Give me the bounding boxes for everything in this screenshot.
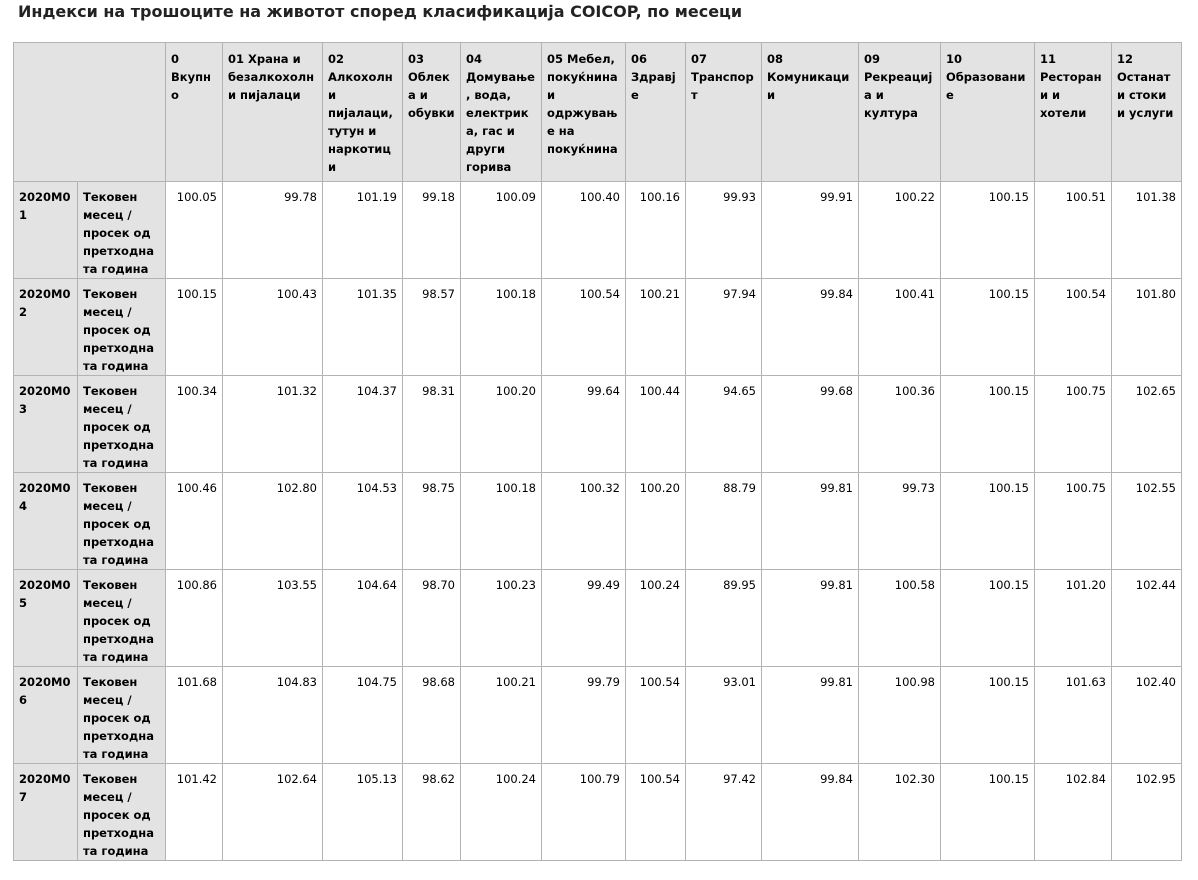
column-header: 04 Домување, вода, електрика, гас и други горива — [461, 43, 542, 182]
row-stub-label: Тековен месец / просек од претходната година — [78, 473, 166, 570]
table-cell: 100.23 — [461, 570, 542, 667]
table-cell: 100.24 — [626, 570, 686, 667]
row-period: 2020M01 — [14, 182, 78, 279]
table-cell: 100.75 — [1035, 473, 1112, 570]
table-cell: 99.79 — [542, 667, 626, 764]
table-cell: 99.49 — [542, 570, 626, 667]
table-cell: 100.15 — [941, 570, 1035, 667]
table-cell: 100.18 — [461, 473, 542, 570]
table-row — [14, 376, 1182, 473]
row-stub-label: Тековен месец / просек од претходната година — [78, 376, 166, 473]
table-cell: 104.75 — [323, 667, 403, 764]
table-cell: 101.35 — [323, 279, 403, 376]
table-cell: 105.13 — [323, 764, 403, 861]
table-cell: 101.63 — [1035, 667, 1112, 764]
header-corner — [14, 43, 166, 182]
table-cell: 102.44 — [1112, 570, 1182, 667]
table-cell: 102.30 — [859, 764, 941, 861]
table-cell: 100.54 — [542, 279, 626, 376]
table-cell: 100.58 — [859, 570, 941, 667]
table-cell: 97.42 — [686, 764, 762, 861]
table-cell: 102.64 — [223, 764, 323, 861]
table-cell: 100.15 — [941, 182, 1035, 279]
page-title: Индекси на трошоците на животот според класификација COICOP, по месеци — [18, 2, 743, 21]
row-stub-label: Тековен месец / просек од претходната година — [78, 764, 166, 861]
table-cell: 100.15 — [941, 279, 1035, 376]
row-stub-label: Тековен месец / просек од претходната година — [78, 570, 166, 667]
header-row — [14, 43, 1182, 182]
table-cell: 99.68 — [762, 376, 859, 473]
table-cell: 99.84 — [762, 764, 859, 861]
table-cell: 100.20 — [626, 473, 686, 570]
table-cell: 104.64 — [323, 570, 403, 667]
table-cell: 98.57 — [403, 279, 461, 376]
table-cell: 100.24 — [461, 764, 542, 861]
table-cell: 101.42 — [166, 764, 223, 861]
table-cell: 100.98 — [859, 667, 941, 764]
table-cell: 101.68 — [166, 667, 223, 764]
table-cell: 102.40 — [1112, 667, 1182, 764]
table-cell: 99.93 — [686, 182, 762, 279]
column-header: 03 Облека и обувки — [403, 43, 461, 182]
table-cell: 100.46 — [166, 473, 223, 570]
column-header: 0 Вкупно — [166, 43, 223, 182]
column-header: 09 Рекреација и култура — [859, 43, 941, 182]
row-period: 2020M03 — [14, 376, 78, 473]
table-row — [14, 182, 1182, 279]
table-cell: 100.41 — [859, 279, 941, 376]
table-cell: 102.55 — [1112, 473, 1182, 570]
row-period: 2020M05 — [14, 570, 78, 667]
row-stub-label: Тековен месец / просек од претходната година — [78, 182, 166, 279]
table-cell: 89.95 — [686, 570, 762, 667]
table-cell: 88.79 — [686, 473, 762, 570]
table-cell: 99.64 — [542, 376, 626, 473]
column-header: 06 Здравје — [626, 43, 686, 182]
table-cell: 100.09 — [461, 182, 542, 279]
table-cell: 99.84 — [762, 279, 859, 376]
table-cell: 100.22 — [859, 182, 941, 279]
table-cell: 101.38 — [1112, 182, 1182, 279]
row-stub-label: Тековен месец / просек од претходната година — [78, 279, 166, 376]
table-cell: 100.15 — [941, 376, 1035, 473]
column-header: 01 Храна и безалкохолни пијалаци — [223, 43, 323, 182]
column-header: 08 Комуникации — [762, 43, 859, 182]
table-cell: 101.20 — [1035, 570, 1112, 667]
table-cell: 93.01 — [686, 667, 762, 764]
table-cell: 104.83 — [223, 667, 323, 764]
table-cell: 99.18 — [403, 182, 461, 279]
table-cell: 100.40 — [542, 182, 626, 279]
table-cell: 100.15 — [941, 473, 1035, 570]
column-header: 05 Мебел, покуќнина и одржување на покуќнина — [542, 43, 626, 182]
table-cell: 94.65 — [686, 376, 762, 473]
table-cell: 100.32 — [542, 473, 626, 570]
table-cell: 100.43 — [223, 279, 323, 376]
table-cell: 98.31 — [403, 376, 461, 473]
table-cell: 97.94 — [686, 279, 762, 376]
row-stub-label: Тековен месец / просек од претходната година — [78, 667, 166, 764]
table-cell: 100.54 — [626, 764, 686, 861]
table-cell: 101.32 — [223, 376, 323, 473]
table-cell: 100.54 — [1035, 279, 1112, 376]
table-row — [14, 667, 1182, 764]
table-cell: 102.95 — [1112, 764, 1182, 861]
table-cell: 100.16 — [626, 182, 686, 279]
table-cell: 102.84 — [1035, 764, 1112, 861]
data-table — [13, 42, 1182, 861]
table-cell: 100.15 — [166, 279, 223, 376]
table-cell: 98.70 — [403, 570, 461, 667]
table-cell: 98.62 — [403, 764, 461, 861]
table-row — [14, 570, 1182, 667]
table-cell: 99.91 — [762, 182, 859, 279]
row-period: 2020M07 — [14, 764, 78, 861]
table-cell: 103.55 — [223, 570, 323, 667]
table-cell: 99.81 — [762, 667, 859, 764]
row-period: 2020M02 — [14, 279, 78, 376]
table-cell: 100.86 — [166, 570, 223, 667]
table-cell: 100.15 — [941, 764, 1035, 861]
table-cell: 102.65 — [1112, 376, 1182, 473]
table-cell: 100.15 — [941, 667, 1035, 764]
table-cell: 104.37 — [323, 376, 403, 473]
table-cell: 99.81 — [762, 473, 859, 570]
table-cell: 100.05 — [166, 182, 223, 279]
table-cell: 98.75 — [403, 473, 461, 570]
table-cell: 101.80 — [1112, 279, 1182, 376]
table-cell: 100.51 — [1035, 182, 1112, 279]
row-period: 2020M06 — [14, 667, 78, 764]
column-header: 10 Образование — [941, 43, 1035, 182]
table-row — [14, 279, 1182, 376]
column-header: 11 Ресторани и хотели — [1035, 43, 1112, 182]
table-cell: 98.68 — [403, 667, 461, 764]
table-cell: 100.44 — [626, 376, 686, 473]
table-cell: 100.34 — [166, 376, 223, 473]
table-cell: 100.21 — [626, 279, 686, 376]
table-cell: 102.80 — [223, 473, 323, 570]
table-cell: 100.20 — [461, 376, 542, 473]
table-cell: 99.78 — [223, 182, 323, 279]
row-period: 2020M04 — [14, 473, 78, 570]
table-cell: 100.75 — [1035, 376, 1112, 473]
table-cell: 104.53 — [323, 473, 403, 570]
table-cell: 99.73 — [859, 473, 941, 570]
table-cell: 100.18 — [461, 279, 542, 376]
table-cell: 100.36 — [859, 376, 941, 473]
column-header: 02 Алкохолни пијалаци, тутун и наркотици — [323, 43, 403, 182]
column-header: 12 Останати стоки и услуги — [1112, 43, 1182, 182]
table-row — [14, 764, 1182, 861]
column-header: 07 Транспорт — [686, 43, 762, 182]
table-row — [14, 473, 1182, 570]
table-cell: 99.81 — [762, 570, 859, 667]
table-cell: 100.54 — [626, 667, 686, 764]
table-cell: 101.19 — [323, 182, 403, 279]
table-cell: 100.21 — [461, 667, 542, 764]
table-cell: 100.79 — [542, 764, 626, 861]
